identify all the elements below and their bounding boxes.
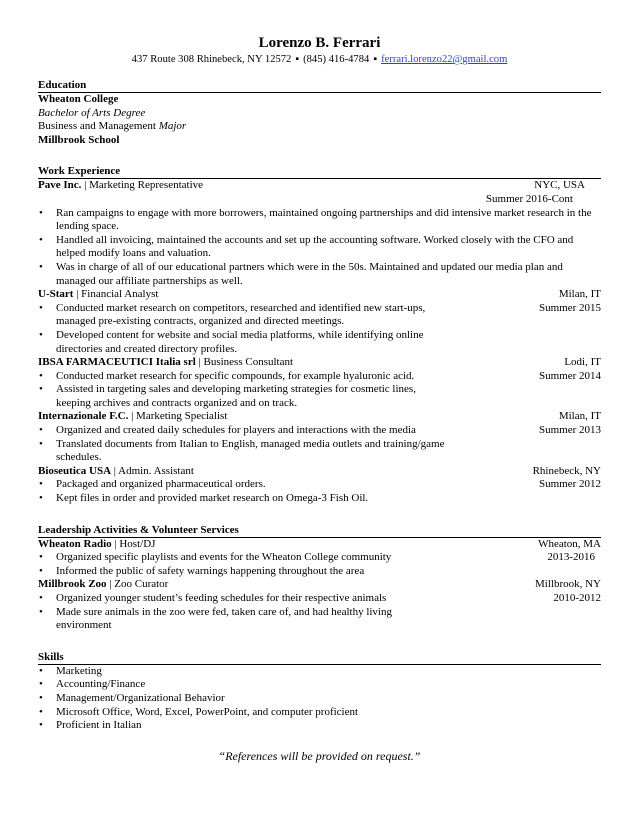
- section-title-skills: Skills: [38, 651, 601, 665]
- section-title-education: Education: [38, 79, 601, 93]
- bullet-icon: •: [39, 719, 43, 732]
- bullet-icon: •: [39, 605, 43, 618]
- section-title-leadership: Leadership Activities & Volunteer Services: [38, 524, 601, 538]
- job-org: Internazionale F.C.: [38, 410, 129, 423]
- list-item: • Developed content for website and social media platforms, while identifying online directories and created directory profiles.: [39, 328, 424, 355]
- list-item: • Organized and created daily schedules for players and interactions with the media Summer 2013: [39, 424, 601, 437]
- bullet-icon: •: [39, 260, 43, 273]
- bullet-icon: •: [39, 592, 43, 604]
- activity-dates: 2013-2016: [547, 551, 595, 564]
- bullet-icon: •: [39, 328, 43, 341]
- job-dates: Summer 2014: [538, 369, 601, 382]
- activity-org: Wheaton Radio: [38, 537, 112, 550]
- list-item: • Kept files in order and provided market research on Omega-3 Fish Oil.: [39, 492, 369, 505]
- bullet-icon: •: [39, 369, 43, 382]
- section-title-work: Work Experience: [38, 165, 601, 179]
- school-wheaton: Wheaton College: [38, 93, 119, 105]
- job-header: [38, 356, 601, 370]
- list-item: • Organized younger student’s feeding schedules for their respective animals 2010-2012: [39, 592, 601, 604]
- activity-dates: 2010-2012: [553, 592, 601, 604]
- list-item: • Assisted in targeting sales and developing marketing strategies for cosmetic lines, keeping archives and contracts organized and on track.: [39, 383, 416, 409]
- job-org: Pave Inc.: [38, 179, 82, 192]
- bullet-icon: •: [39, 678, 43, 691]
- email-link[interactable]: ferrari.lorenzo22@gmail.com: [381, 54, 508, 65]
- job-location: Milan, IT: [558, 410, 601, 423]
- bullet-icon: •: [39, 492, 43, 505]
- list-item: • Conducted market research for specific compounds, for example hyaluronic acid. Summer 2014: [39, 369, 601, 382]
- activity-header: [38, 578, 601, 592]
- job-bullets: [38, 424, 601, 465]
- bullet-icon: •: [39, 478, 43, 491]
- list-item: • Accounting/Finance: [39, 678, 146, 691]
- work-section: [38, 165, 601, 505]
- degree: Bachelor of Arts Degree: [38, 106, 146, 119]
- list-item: • Conducted market research on competitors, researched and identified new start-ups, managed pre-existing contracts, organized and directed meetings. Summer 2015: [39, 301, 601, 328]
- job-location: Lodi, IT: [564, 356, 601, 369]
- job-role: | Business Consultant: [195, 356, 294, 369]
- resume-page: [38, 34, 601, 764]
- job-bullets: [38, 478, 601, 505]
- job-header: [38, 179, 601, 193]
- list-item: • Informed the public of safety warnings happening throughout the area: [39, 564, 365, 577]
- activity-role: | Zoo Curator: [106, 578, 169, 591]
- job-dates: Summer 2016-Cont: [485, 192, 573, 205]
- job-org: U-Start: [38, 288, 74, 301]
- list-item: • Organized specific playlists and events for the Wheaton College community 2013-2016: [38, 551, 601, 565]
- bullet-icon: •: [39, 206, 43, 219]
- activity-bullets: [38, 551, 601, 578]
- list-item: • Marketing: [39, 664, 102, 677]
- job-dates: Summer 2013: [538, 424, 601, 437]
- list-item: • Management/Organizational Behavior: [39, 691, 225, 704]
- job-header: [38, 410, 601, 424]
- job-location: Milan, IT: [558, 288, 601, 301]
- job-location: Rhinebeck, NY: [532, 464, 601, 477]
- list-item: • Proficient in Italian: [39, 719, 142, 732]
- activity-header: [38, 538, 601, 552]
- activity-bullets: [38, 592, 601, 633]
- bullet-icon: •: [39, 437, 43, 450]
- job-role: | Financial Analyst: [73, 288, 159, 301]
- job-bullets: [38, 370, 601, 411]
- separator-bullet: ▪: [295, 54, 300, 65]
- list-item: • Microsoft Office, Word, Excel, PowerPoint, and computer proficient: [39, 705, 359, 718]
- bullet-icon: •: [39, 705, 43, 718]
- job-dates: Summer 2015: [538, 301, 601, 314]
- bullet-icon: •: [39, 564, 43, 577]
- references-note: “References will be provided on request.”: [218, 748, 421, 763]
- bullet-icon: •: [39, 691, 43, 704]
- bullet-icon: •: [39, 424, 43, 437]
- skills-section: [38, 651, 601, 733]
- major: Business and Management Major: [38, 120, 187, 133]
- list-item: • Was in charge of all of our educational partners which were in the 50s. Maintained and updated our media plan and managed our affiliate partnerships as well.: [39, 260, 563, 287]
- education-section: [38, 79, 601, 147]
- bullet-icon: •: [39, 551, 43, 564]
- job-org: IBSA FARMACEUTICI Italia srl: [38, 356, 196, 369]
- skills-list: [38, 665, 601, 733]
- job-bullets: [38, 207, 601, 289]
- list-item: • Translated documents from Italian to English, managed media outlets and training/game schedules.: [39, 437, 445, 464]
- school-millbrook: Millbrook School: [38, 133, 120, 146]
- activity-role: | Host/DJ: [111, 537, 156, 550]
- bullet-icon: •: [39, 664, 43, 677]
- job-header: [38, 288, 601, 302]
- bullet-icon: •: [39, 233, 43, 246]
- list-item: • Ran campaigns to engage with more borrowers, maintained ongoing partnerships and did intensive market research in the lending space.: [39, 206, 592, 233]
- separator-bullet: ▪: [373, 54, 378, 65]
- job-location: NYC, USA: [534, 179, 585, 192]
- job-role: | Marketing Representative: [81, 179, 204, 192]
- resume-name: Lorenzo B. Ferrari: [258, 35, 381, 51]
- job-org: Bioseutica USA: [38, 464, 112, 477]
- job-header: [38, 465, 601, 479]
- activity-org: Millbrook Zoo: [38, 578, 107, 591]
- activity-location: Wheaton, MA: [538, 537, 601, 550]
- list-item: • Packaged and organized pharmaceutical orders. Summer 2012: [39, 478, 601, 491]
- job-role: | Admin. Assistant: [111, 464, 194, 477]
- list-item: • Made sure animals in the zoo were fed, taken care of, and had healthy living environment: [39, 605, 392, 632]
- job-bullets: [38, 302, 601, 356]
- bullet-icon: •: [39, 301, 43, 314]
- job-role: | Marketing Specialist: [128, 410, 228, 423]
- job-dates: Summer 2012: [538, 478, 601, 491]
- contact-line: [38, 53, 601, 67]
- phone: (845) 416-4784: [303, 54, 370, 65]
- leadership-section: [38, 524, 601, 633]
- address: 437 Route 308 Rhinebeck, NY 12572: [131, 54, 292, 65]
- activity-location: Millbrook, NY: [535, 578, 601, 591]
- bullet-icon: •: [39, 383, 43, 396]
- list-item: • Handled all invoicing, maintained the accounts and set up the accounting software. Worked closely with the CFO and helped modify loans and valuation.: [39, 233, 574, 260]
